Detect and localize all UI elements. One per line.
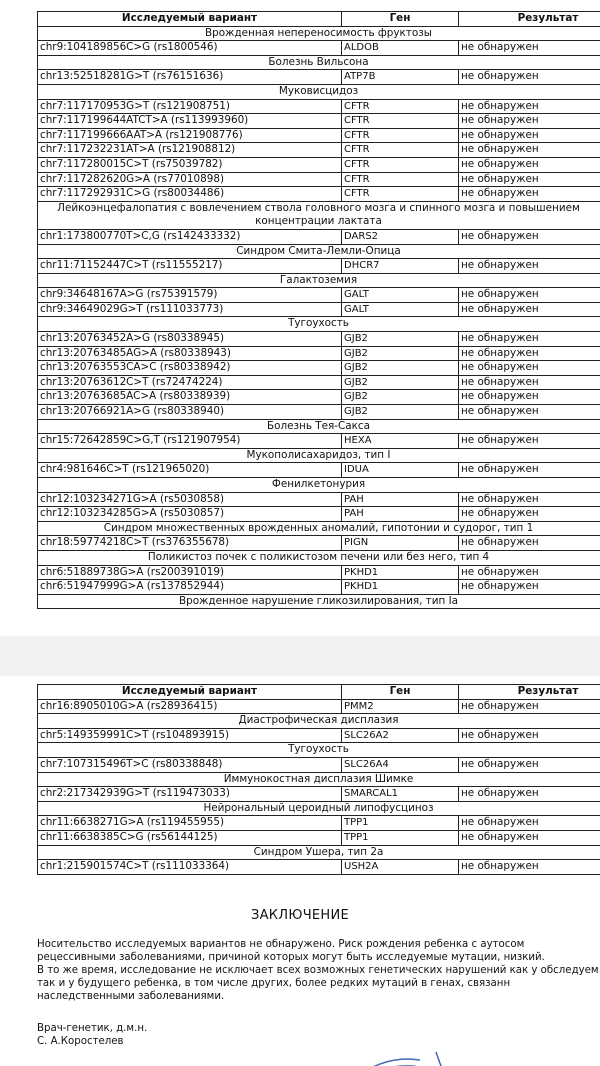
gene-cell: CFTR: [342, 114, 459, 129]
variant-cell: chr6:51947999G>A (rs137852944): [38, 580, 342, 595]
table-row: [38, 332, 600, 347]
section-title: Врожденное нарушение гликозилирования, тип Ia: [38, 594, 600, 609]
variant-cell: chr16:8905010G>A (rs28936415): [38, 699, 342, 714]
variant-cell: chr5:149359991C>T (rs104893915): [38, 728, 342, 743]
table-row: [38, 288, 600, 303]
signature-title: Врач-генетик, д.м.н.: [37, 1023, 148, 1034]
variant-cell: chr7:117170953G>T (rs121908751): [38, 99, 342, 114]
result-cell: не обнаружен: [459, 434, 600, 449]
section-row: [38, 594, 600, 609]
gene-cell: GALT: [342, 288, 459, 303]
section-title: Тугоухость: [38, 317, 600, 332]
result-cell: не обнаружен: [459, 157, 600, 172]
gene-cell: PKHD1: [342, 580, 459, 595]
section-title: Болезнь Вильсона: [38, 55, 600, 70]
table-row: [38, 375, 600, 390]
table-row: [38, 463, 600, 478]
header-variant: Исследуемый вариант: [38, 685, 342, 700]
gene-cell: GJB2: [342, 332, 459, 347]
section-row: [38, 550, 600, 565]
variant-cell: chr13:20763685AC>A (rs80338939): [38, 390, 342, 405]
signature-name: С. А.Коростелев: [37, 1036, 124, 1047]
variants-table-page-1: [37, 11, 600, 609]
section-title: Синдром Смита-Лемли-Опица: [38, 244, 600, 259]
variant-cell: chr6:51889738G>A (rs200391019): [38, 565, 342, 580]
table-row: [38, 143, 600, 158]
table-row: [38, 565, 600, 580]
header-result: Результат: [459, 685, 600, 700]
result-cell: не обнаружен: [459, 332, 600, 347]
header-result: Результат: [459, 12, 600, 27]
conclusion-line-4: так и у будущего ребенка, в том числе других, более редких мутаций в генах, связанн: [37, 978, 511, 989]
result-cell: не обнаружен: [459, 259, 600, 274]
variant-cell: chr12:103234285G>A (rs5030857): [38, 507, 342, 522]
section-row: [38, 273, 600, 288]
result-cell: не обнаружен: [459, 361, 600, 376]
table-body-page-1: [38, 26, 600, 609]
section-row: [38, 714, 600, 729]
result-cell: не обнаружен: [459, 536, 600, 551]
variant-cell: chr7:107315496T>C (rs80338848): [38, 757, 342, 772]
variant-cell: chr9:34649029G>T (rs111033773): [38, 302, 342, 317]
table-row: [38, 114, 600, 129]
section-row: [38, 448, 600, 463]
table-row: [38, 187, 600, 202]
table-row: [38, 361, 600, 376]
section-title: Синдром множественных врожденных аномалий, гипотонии и судорог, тип 1: [38, 521, 600, 536]
section-title: Синдром Ушера, тип 2a: [38, 845, 600, 860]
table-row: [38, 128, 600, 143]
variant-cell: chr1:215901574C>T (rs111033364): [38, 860, 342, 875]
table-row: [38, 492, 600, 507]
gene-cell: TPP1: [342, 816, 459, 831]
gene-cell: IDUA: [342, 463, 459, 478]
gene-cell: SMARCAL1: [342, 787, 459, 802]
gene-cell: CFTR: [342, 187, 459, 202]
table-row: [38, 41, 600, 56]
section-title: Фенилкетонурия: [38, 478, 600, 493]
variant-cell: chr13:20763485AG>A (rs80338943): [38, 346, 342, 361]
variant-cell: chr13:20763553CA>C (rs80338942): [38, 361, 342, 376]
table-row: [38, 757, 600, 772]
header-variant: Исследуемый вариант: [38, 12, 342, 27]
section-row: [38, 26, 600, 41]
result-cell: не обнаружен: [459, 492, 600, 507]
conclusion-title: ЗАКЛЮЧЕНИЕ: [250, 908, 350, 923]
section-title: Мукополисахаридоз, тип I: [38, 448, 600, 463]
variant-cell: chr9:34648167A>G (rs75391579): [38, 288, 342, 303]
table-row: [38, 229, 600, 244]
result-cell: не обнаружен: [459, 302, 600, 317]
table-row: [38, 390, 600, 405]
conclusion-line-2: рецессивными заболеваниями, причиной которых могут быть исследуемые мутации, низкий.: [37, 952, 545, 963]
variant-cell: chr13:20766921A>G (rs80338940): [38, 405, 342, 420]
result-cell: не обнаружен: [459, 229, 600, 244]
result-cell: не обнаружен: [459, 70, 600, 85]
variant-cell: chr13:20763612C>T (rs72474224): [38, 375, 342, 390]
variant-cell: chr13:20763452A>G (rs80338945): [38, 332, 342, 347]
gene-cell: SLC26A4: [342, 757, 459, 772]
variant-cell: chr7:117292931C>G (rs80034486): [38, 187, 342, 202]
section-title: Иммунокостная дисплазия Шимке: [38, 772, 600, 787]
table-row: [38, 434, 600, 449]
gene-cell: DARS2: [342, 229, 459, 244]
variant-cell: chr11:6638271G>A (rs119455955): [38, 816, 342, 831]
table-row: [38, 860, 600, 875]
section-row: [38, 201, 600, 229]
section-title: Врожденная непереносимость фруктозы: [38, 26, 600, 41]
table-row: [38, 99, 600, 114]
result-cell: не обнаружен: [459, 128, 600, 143]
result-cell: не обнаружен: [459, 787, 600, 802]
report-page-2: [0, 676, 600, 1066]
section-row: [38, 84, 600, 99]
result-cell: не обнаружен: [459, 565, 600, 580]
conclusion-line-5: наследственными заболеваниями.: [37, 991, 225, 1002]
result-cell: не обнаружен: [459, 288, 600, 303]
gene-cell: ALDOB: [342, 41, 459, 56]
section-title: Галактоземия: [38, 273, 600, 288]
gene-cell: GJB2: [342, 346, 459, 361]
gene-cell: ATP7B: [342, 70, 459, 85]
gene-cell: GJB2: [342, 405, 459, 420]
variant-cell: chr11:6638385C>G (rs56144125): [38, 830, 342, 845]
section-row: [38, 743, 600, 758]
gene-cell: USH2A: [342, 860, 459, 875]
table-row: [38, 536, 600, 551]
header-gene: Ген: [342, 12, 459, 27]
variant-cell: chr2:217342939G>T (rs119473033): [38, 787, 342, 802]
variant-cell: chr11:71152447C>T (rs11555217): [38, 259, 342, 274]
gene-cell: GJB2: [342, 361, 459, 376]
gene-cell: DHCR7: [342, 259, 459, 274]
table-row: [38, 728, 600, 743]
table-row: [38, 70, 600, 85]
section-row: [38, 419, 600, 434]
conclusion-line-3: В то же время, исследование не исключает всех возможных генетических нарушений как у обследуем: [37, 965, 599, 976]
section-row: [38, 772, 600, 787]
gene-cell: PAH: [342, 507, 459, 522]
section-title: Муковисцидоз: [38, 84, 600, 99]
section-row: [38, 244, 600, 259]
result-cell: не обнаружен: [459, 830, 600, 845]
table-row: [38, 302, 600, 317]
gene-cell: GALT: [342, 302, 459, 317]
result-cell: не обнаружен: [459, 507, 600, 522]
section-row: [38, 55, 600, 70]
result-cell: не обнаружен: [459, 405, 600, 420]
gene-cell: CFTR: [342, 143, 459, 158]
variant-cell: chr9:104189856C>G (rs1800546): [38, 41, 342, 56]
gene-cell: GJB2: [342, 390, 459, 405]
table-row: [38, 787, 600, 802]
gene-cell: CFTR: [342, 128, 459, 143]
variant-cell: chr7:117199644ATCT>A (rs113993960): [38, 114, 342, 129]
variant-cell: chr13:52518281G>T (rs76151636): [38, 70, 342, 85]
section-row: [38, 317, 600, 332]
result-cell: не обнаружен: [459, 390, 600, 405]
gene-cell: CFTR: [342, 99, 459, 114]
header-gene: Ген: [342, 685, 459, 700]
section-row: [38, 478, 600, 493]
result-cell: не обнаружен: [459, 346, 600, 361]
table-row: [38, 507, 600, 522]
result-cell: не обнаружен: [459, 728, 600, 743]
gene-cell: PKHD1: [342, 565, 459, 580]
result-cell: не обнаружен: [459, 860, 600, 875]
result-cell: не обнаружен: [459, 41, 600, 56]
gene-cell: CFTR: [342, 157, 459, 172]
table-row: [38, 172, 600, 187]
variant-cell: chr12:103234271G>A (rs5030858): [38, 492, 342, 507]
variant-cell: chr1:173800770T>C,G (rs142433332): [38, 229, 342, 244]
section-title: Нейрональный цероидный липофусциноз: [38, 801, 600, 816]
result-cell: не обнаружен: [459, 143, 600, 158]
gene-cell: HEXA: [342, 434, 459, 449]
result-cell: не обнаружен: [459, 172, 600, 187]
table-row: [38, 259, 600, 274]
result-cell: не обнаружен: [459, 816, 600, 831]
table-row: [38, 157, 600, 172]
result-cell: не обнаружен: [459, 99, 600, 114]
variant-cell: chr7:117199666AAT>A (rs121908776): [38, 128, 342, 143]
section-row: [38, 845, 600, 860]
table-row: [38, 816, 600, 831]
section-title: Тугоухость: [38, 743, 600, 758]
variant-cell: chr7:117282620G>A (rs77010898): [38, 172, 342, 187]
variants-table-page-2: [37, 684, 600, 875]
result-cell: не обнаружен: [459, 699, 600, 714]
variant-cell: chr18:59774218C>T (rs376355678): [38, 536, 342, 551]
result-cell: не обнаружен: [459, 757, 600, 772]
conclusion-line-1: Носительство исследуемых вариантов не обнаружено. Риск рождения ребенка с аутосом: [37, 939, 525, 950]
table-row: [38, 830, 600, 845]
gene-cell: GJB2: [342, 375, 459, 390]
section-row: [38, 521, 600, 536]
variant-cell: chr7:117232231AT>A (rs121908812): [38, 143, 342, 158]
gene-cell: SLC26A2: [342, 728, 459, 743]
result-cell: не обнаружен: [459, 463, 600, 478]
gene-cell: PIGN: [342, 536, 459, 551]
gene-cell: PMM2: [342, 699, 459, 714]
table-body-page-2: [38, 699, 600, 874]
table-row: [38, 699, 600, 714]
stamp-image: [340, 1046, 460, 1066]
table-row: [38, 580, 600, 595]
variant-cell: chr4:981646C>T (rs121965020): [38, 463, 342, 478]
section-title: Поликистоз почек с поликистозом печени или без него, тип 4: [38, 550, 600, 565]
result-cell: не обнаружен: [459, 580, 600, 595]
variant-cell: chr15:72642859C>G,T (rs121907954): [38, 434, 342, 449]
variant-cell: chr7:117280015C>T (rs75039782): [38, 157, 342, 172]
result-cell: не обнаружен: [459, 375, 600, 390]
gene-cell: TPP1: [342, 830, 459, 845]
gene-cell: CFTR: [342, 172, 459, 187]
section-title: Диастрофическая дисплазия: [38, 714, 600, 729]
section-title: Болезнь Тея-Сакса: [38, 419, 600, 434]
table-row: [38, 346, 600, 361]
table-header-row: [38, 685, 600, 700]
result-cell: не обнаружен: [459, 187, 600, 202]
table-row: [38, 405, 600, 420]
gene-cell: PAH: [342, 492, 459, 507]
result-cell: не обнаружен: [459, 114, 600, 129]
section-row: [38, 801, 600, 816]
table-header-row: [38, 12, 600, 27]
section-title: Лейкоэнцефалопатия с вовлечением ствола головного мозга и спинного мозга и повышением концентрации лактата: [38, 201, 600, 229]
